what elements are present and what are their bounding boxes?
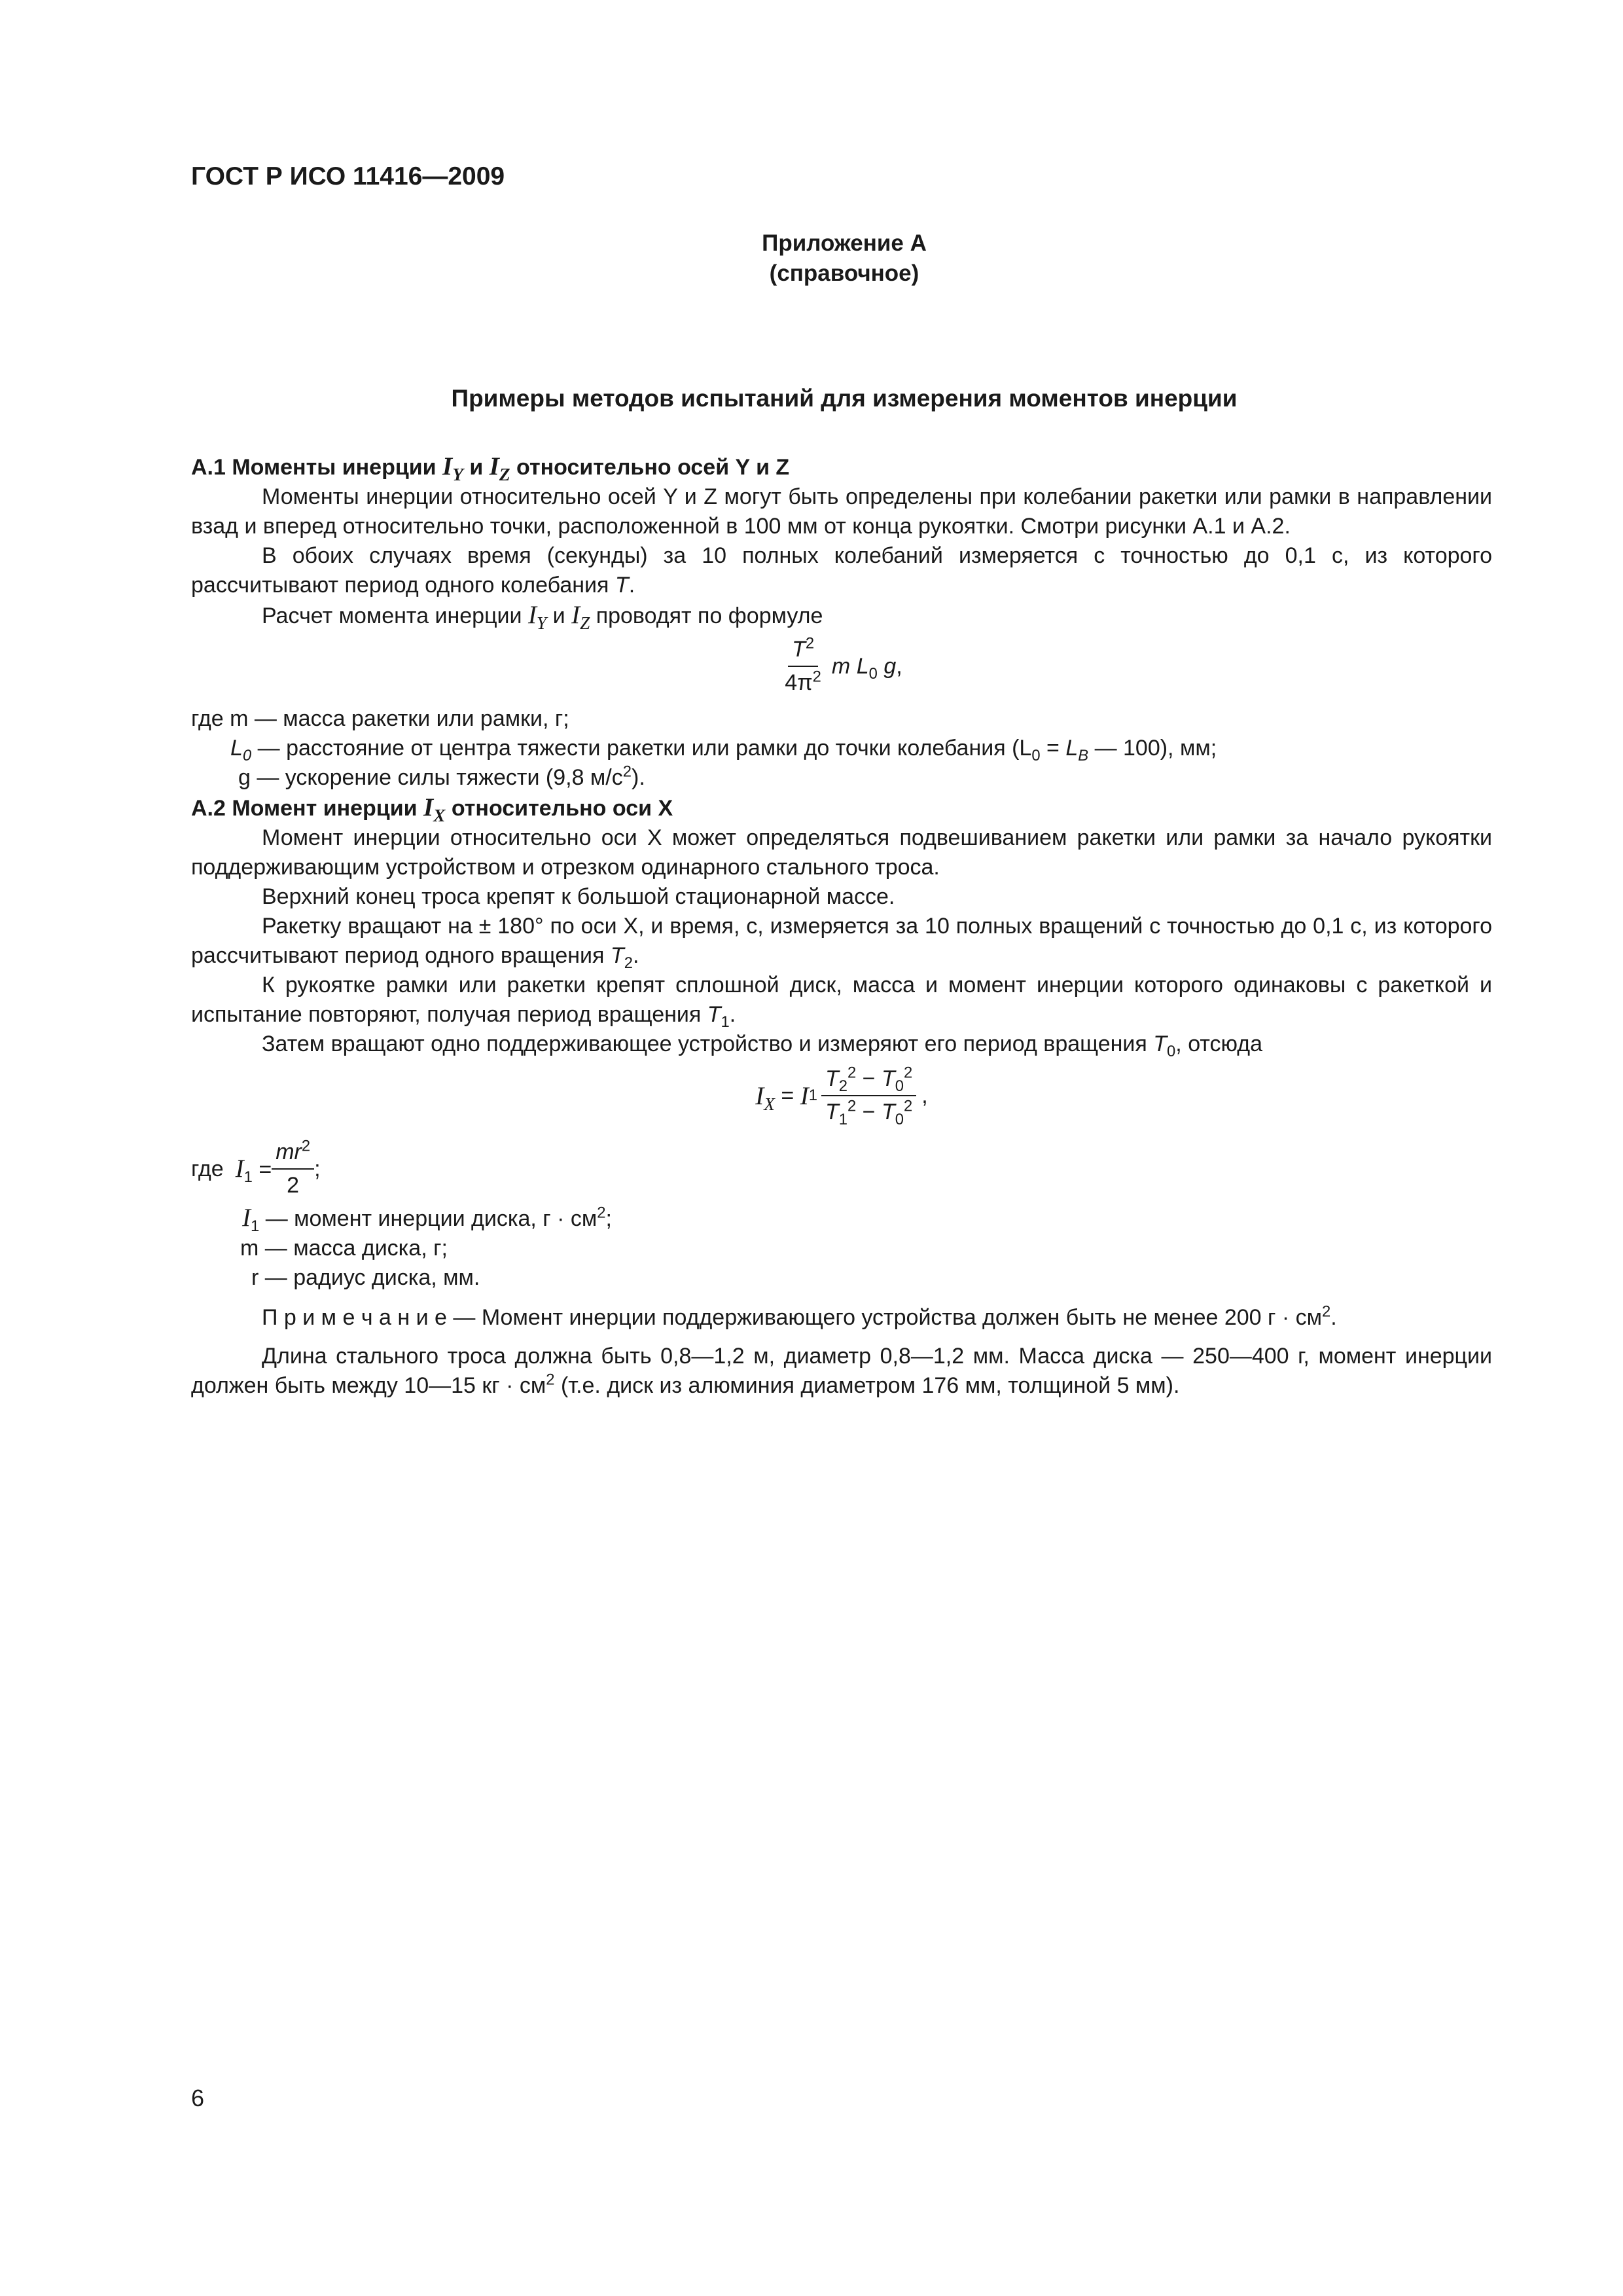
appendix-subtitle: (справочное) bbox=[769, 260, 919, 286]
paragraph: В обоих случаях время (секунды) за 10 полных колебаний измеряется с точностью до 0,1 с, из которого рассчитывают период одного колебания T. bbox=[191, 543, 1492, 598]
definition-L0: $L_0$ — расстояние от центра тяжести ракетки или рамки до точки колебания ($L_0 = L_B$ — 100), мм; bbox=[230, 736, 1217, 764]
definition-g: g — ускорение силы тяжести (9,8 $м/с^2$). bbox=[238, 762, 645, 790]
section-title: Примеры методов испытаний для измерения моментов инерции bbox=[451, 385, 1238, 412]
paragraph: Ракетку вращают на ± 180° по оси X, и время, с, измеряется за 10 полных вращений с точностью до 0,1 с, из которого рассчитывают период одного вращения $T_2$. bbox=[191, 914, 1492, 972]
paragraph: Длина стального троса должна быть 0,8—1,2 м, диаметр 0,8—1,2 мм. Масса диска — 250—400 г, момент инерции должен быть между 10—15 кг · $см^2$ (т.е. диск из алюминия диаметром 176 мм, толщиной 5 мм). bbox=[191, 1344, 1492, 1398]
body-text bbox=[191, 452, 1492, 1401]
paragraph: К рукоятке рамки или ракетки крепят сплошной диск, масса и момент инерции которого одинаковы с ракеткой и испытание повторяют, получая период вращения $T_1$. bbox=[191, 973, 1492, 1031]
heading-a2: А.2 Момент инерции $I_X$ относительно оси X bbox=[191, 793, 673, 825]
paragraph: Расчет момента инерции $I_Y$ и $I_Z$ проводят по формуле bbox=[262, 601, 823, 633]
paragraph: Верхний конец троса крепят к большой стационарной массе. bbox=[262, 884, 895, 909]
paragraph: Момент инерции относительно оси X может определяться подвешиванием ракетки или рамки за начало рукоятки поддерживающим устройством и отрезком одинарного стального троса. bbox=[191, 825, 1492, 880]
heading-a1: А.1 Моменты инерции $I_Y$ и $I_Z$ относительно осей Y и Z bbox=[191, 452, 790, 484]
definition-r: r — радиус диска, мм. bbox=[251, 1265, 480, 1290]
definition-mass: m — масса диска, г; bbox=[240, 1236, 448, 1261]
paragraph: Моменты инерции относительно осей Y и Z могут быть определены при колебании ракетки или рамки в направлении взад и вперед относительно точки, расположенной в 100 мм от конца рукоятки. Смотри рисунки А.1 и А.2. bbox=[191, 484, 1492, 539]
note: П р и м е ч а н и е — Момент инерции поддерживающего устройства должен быть не менее 200 $г \cdot см^2$. bbox=[262, 1302, 1337, 1330]
formula-inertia-x: $I_X$ = I 1 $\frac{T_2^2 - T_0^2}{T_1^2 - T_0^2}$ , bbox=[755, 1064, 928, 1128]
definition-m: где m — масса ракетки или рамки, г; bbox=[191, 706, 569, 731]
appendix-title: Приложение А bbox=[762, 230, 927, 256]
formula-inertia-yz: $\frac{T^2}{4\pi^2}$ m $L_0$ g, bbox=[785, 634, 902, 695]
definition-I1: $I_1$ — момент инерции диска, $г \cdot см^2$; bbox=[242, 1204, 612, 1235]
document-header: ГОСТ Р ИСО 11416—2009 bbox=[191, 162, 505, 190]
definitions-a2 bbox=[191, 1203, 1492, 1293]
paragraph: Затем вращают одно поддерживающее устройство и измеряют его период вращения $T_0$, отсюда bbox=[262, 1031, 1263, 1060]
formula-I1: где $I_1$ = $\frac{mr^2}{2}$ ; bbox=[191, 1137, 321, 1198]
definitions-a1 bbox=[191, 704, 1492, 793]
page-number: 6 bbox=[191, 2085, 205, 2111]
